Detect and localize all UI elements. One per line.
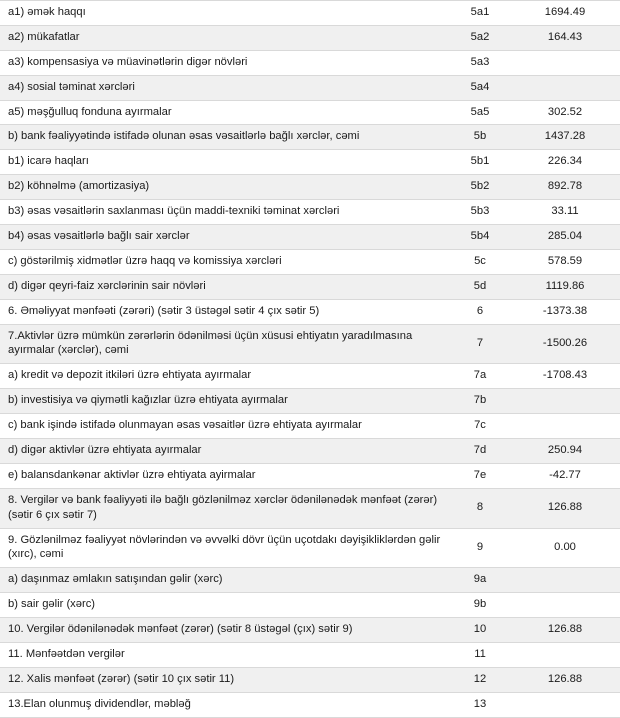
row-amount: -42.77 bbox=[549, 468, 581, 481]
table-row bbox=[0, 692, 620, 717]
row-label: 10. Vergilər ödənilənədək mənfəət (zərər) (sətir 8 üstəgəl (çıx) sətir 9) bbox=[0, 618, 450, 643]
row-label: d) digər qeyri-faiz xərclərinin sair növləri bbox=[0, 274, 450, 299]
row-amount: 164.43 bbox=[510, 25, 620, 50]
table-row bbox=[0, 593, 620, 618]
row-label: b) investisiya və qiymətli kağızlar üzrə ehtiyata ayırmalar bbox=[0, 389, 450, 414]
row-label: b4) əsas vəsaitlərlə bağlı sair xərclər bbox=[0, 225, 450, 250]
row-label: a1) əmək haqqı bbox=[8, 6, 86, 18]
row-amount: 1119.86 bbox=[510, 274, 620, 299]
row-amount: 226.34 bbox=[547, 155, 583, 168]
table-row bbox=[0, 568, 620, 593]
row-amount: -1373.38 bbox=[542, 304, 588, 317]
row-code: 5a3 bbox=[470, 55, 490, 68]
row-code: 5a2 bbox=[450, 25, 510, 50]
row-code: 11 bbox=[474, 648, 486, 661]
row-code: 5a1 bbox=[470, 6, 490, 18]
table-row bbox=[0, 200, 620, 225]
table-row bbox=[0, 618, 620, 643]
row-label: b2) köhnəlmə (amortizasiya) bbox=[0, 175, 450, 200]
row-code: 5b2 bbox=[450, 175, 510, 200]
row-label: 8. Vergilər və bank fəaliyyəti ilə bağlı gözlənilməz xərclər ödənilənədək mənfəət (zərər) (sətir 6 çıx sətir 7) bbox=[0, 488, 450, 528]
row-code: 5a4 bbox=[450, 75, 510, 100]
table-row bbox=[0, 667, 620, 692]
table-row bbox=[0, 225, 620, 250]
row-amount: 1694.49 bbox=[544, 6, 586, 18]
row-amount: -1708.43 bbox=[542, 369, 588, 382]
row-code: 9b bbox=[473, 598, 487, 611]
row-code: 5c bbox=[474, 254, 486, 267]
row-code: 5d bbox=[450, 274, 510, 299]
table-row bbox=[0, 389, 620, 414]
table-row bbox=[0, 463, 620, 488]
row-code: 13 bbox=[473, 697, 487, 710]
table-row bbox=[0, 364, 620, 389]
row-amount: 126.88 bbox=[510, 488, 620, 528]
row-label: 13.Elan olunmuş dividendlər, məbləğ bbox=[8, 697, 191, 710]
row-code: 7a bbox=[473, 369, 487, 382]
row-amount: 285.04 bbox=[510, 225, 620, 250]
row-code: 7c bbox=[474, 419, 486, 432]
row-amount bbox=[510, 75, 620, 100]
row-code: 10 bbox=[450, 618, 510, 643]
row-amount: -1500.26 bbox=[510, 324, 620, 364]
row-label: a5) məşğulluq fonduna ayırmalar bbox=[8, 105, 172, 118]
row-code: 9a bbox=[450, 568, 510, 593]
row-label: a3) kompensasiya və müavinətlərin digər növləri bbox=[8, 55, 248, 68]
row-code: 9 bbox=[476, 541, 484, 554]
row-amount bbox=[510, 692, 620, 717]
row-code: 12 bbox=[450, 667, 510, 692]
table-row bbox=[0, 439, 620, 464]
row-amount bbox=[510, 643, 620, 668]
row-amount: 250.94 bbox=[510, 439, 620, 464]
table-row bbox=[0, 1, 620, 26]
table-row bbox=[0, 324, 620, 364]
table-row bbox=[0, 75, 620, 100]
row-amount bbox=[510, 414, 620, 439]
row-amount: 578.59 bbox=[547, 254, 583, 267]
row-amount bbox=[510, 50, 620, 75]
row-code: 7b bbox=[450, 389, 510, 414]
table-row bbox=[0, 25, 620, 50]
table-row bbox=[0, 274, 620, 299]
table-row bbox=[0, 150, 620, 175]
row-amount: 0.00 bbox=[554, 541, 576, 554]
row-label: b) sair gəlir (xərc) bbox=[8, 598, 96, 611]
row-code: 5b4 bbox=[450, 225, 510, 250]
table-row bbox=[0, 50, 620, 75]
row-amount: 302.52 bbox=[547, 105, 583, 118]
table-row bbox=[0, 643, 620, 668]
row-label: 7.Aktivlər üzrə mümkün zərərlərin ödənilməsi üçün xüsusi ehtiyatın yaradılmasına ayırmalar (xərclər), cəmi bbox=[0, 324, 450, 364]
row-label: a) daşınmaz əmlakın satışından gəlir (xərc) bbox=[0, 568, 450, 593]
row-code: 7 bbox=[450, 324, 510, 364]
row-label: c) bank işində istifadə olunmayan əsas vəsaitlər üzrə ehtiyata ayırmalar bbox=[8, 419, 362, 432]
table-row bbox=[0, 175, 620, 200]
table-row bbox=[0, 100, 620, 125]
row-label: b3) əsas vəsaitlərin saxlanması üçün maddi-texniki təminat xərcləri bbox=[8, 205, 340, 218]
row-code: 7d bbox=[450, 439, 510, 464]
table-row bbox=[0, 528, 620, 568]
row-amount: 126.88 bbox=[510, 667, 620, 692]
table-row bbox=[0, 249, 620, 274]
table-row bbox=[0, 299, 620, 324]
row-label: a2) mükafatlar bbox=[0, 25, 450, 50]
row-amount bbox=[510, 593, 620, 618]
row-label: 12. Xalis mənfəət (zərər) (sətir 10 çıx sətir 11) bbox=[0, 667, 450, 692]
row-label: b1) icarə haqları bbox=[8, 155, 89, 168]
row-label: c) göstərilmiş xidmətlər üzrə haqq və komissiya xərcləri bbox=[8, 254, 282, 267]
row-amount: 1437.28 bbox=[510, 125, 620, 150]
row-code: 5b3 bbox=[470, 205, 490, 218]
table-body bbox=[0, 1, 620, 718]
table-row bbox=[0, 414, 620, 439]
row-label: d) digər aktivlər üzrə ehtiyata ayırmalar bbox=[0, 439, 450, 464]
row-label: 6. Əməliyyat mənfəəti (zərəri) (sətir 3 üstəgəl sətir 4 çıx sətir 5) bbox=[8, 304, 320, 317]
row-code: 5a5 bbox=[470, 105, 490, 118]
row-amount: 892.78 bbox=[510, 175, 620, 200]
row-code: 5b1 bbox=[470, 155, 490, 168]
row-label: 11. Mənfəətdən vergilər bbox=[8, 648, 125, 661]
row-label: 9. Gözlənilməz fəaliyyət növlərindən və əvvəlki dövr üçün uçotdakı dəyişikliklərdən gəlir (xırc), cəmi bbox=[8, 533, 441, 561]
row-code: 8 bbox=[450, 488, 510, 528]
row-amount bbox=[510, 389, 620, 414]
row-label: b) bank fəaliyyətində istifadə olunan əsas vəsaitlərlə bağlı xərclər, cəmi bbox=[0, 125, 450, 150]
row-label: e) balansdankənar aktivlər üzrə ehtiyata ayirmalar bbox=[8, 468, 256, 481]
row-code: 5b bbox=[450, 125, 510, 150]
table-row bbox=[0, 125, 620, 150]
table-row bbox=[0, 488, 620, 528]
row-label: a4) sosial təminat xərcləri bbox=[0, 75, 450, 100]
row-code: 7e bbox=[473, 468, 487, 481]
row-code: 6 bbox=[476, 304, 484, 317]
row-amount: 126.88 bbox=[510, 618, 620, 643]
row-amount: 33.11 bbox=[551, 205, 579, 218]
row-amount bbox=[510, 568, 620, 593]
row-label: a) kredit və depozit itkiləri üzrə ehtiyata ayırmalar bbox=[8, 369, 252, 382]
